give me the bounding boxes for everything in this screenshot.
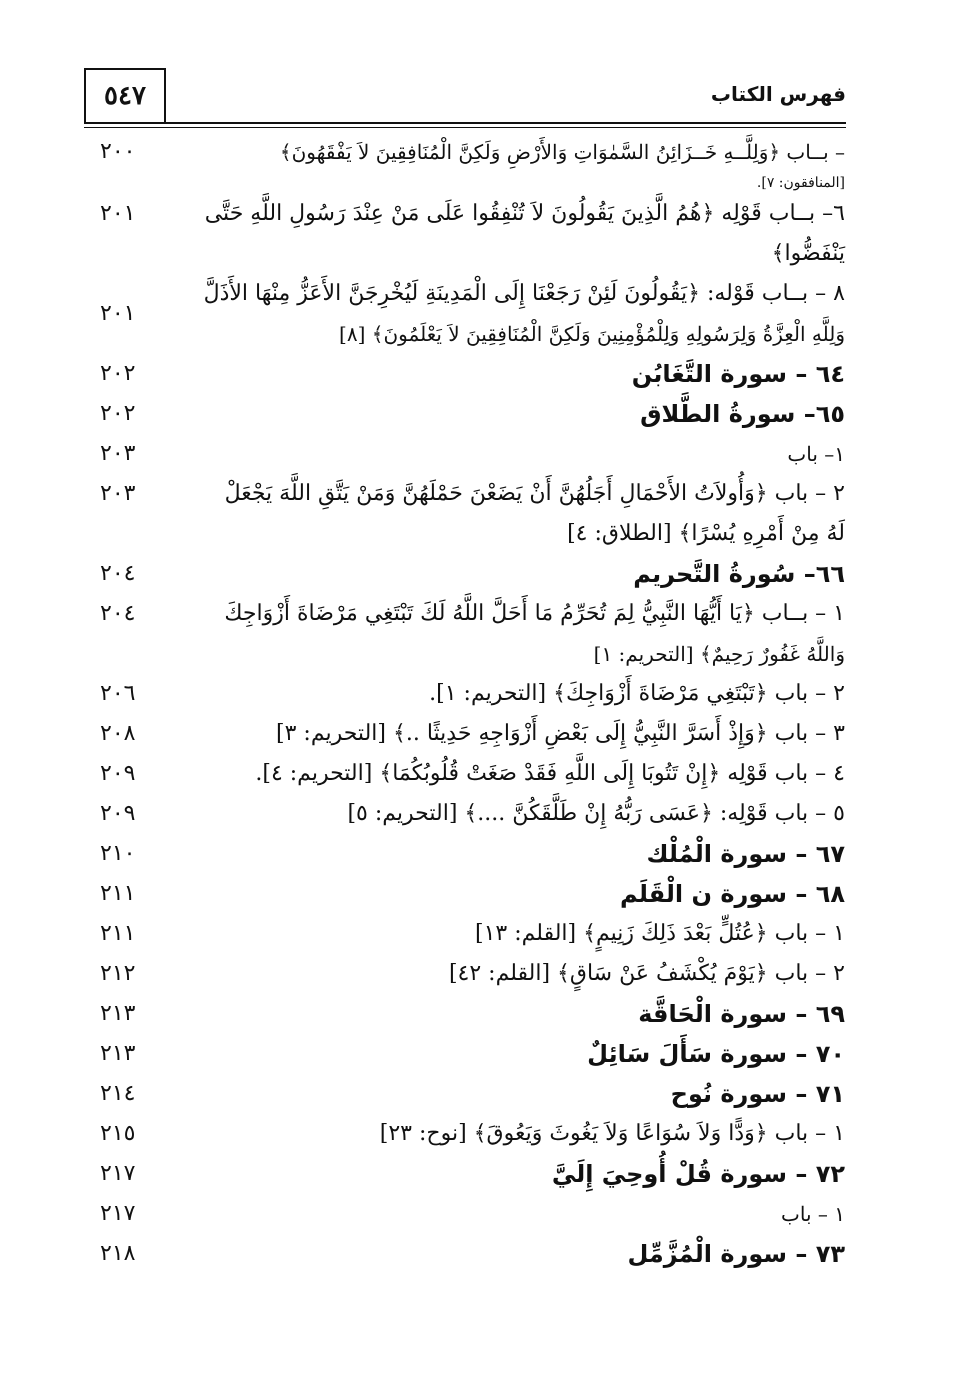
entry-title: ٣ – باب ﴿وَإِذْ أَسَرَّ النَّبِيُّ إِلَى بَعْضِ أَزْوَاجِهِ حَدِيثًا ..﴾ [التحريم: ٣] — [276, 721, 845, 746]
entry-page: ٢٠١ — [100, 201, 136, 226]
toc-entry-surah — [100, 834, 845, 874]
entry-page: ٢١٣ — [100, 1001, 136, 1026]
entry-page: ٢٠١ — [100, 301, 136, 326]
toc-entry — [100, 674, 845, 714]
entry-title: ٦– بــاب قَوْلِه ﴿هُمُ الَّذِينَ يَقُولُونَ لاَ تُنْفِقُوا عَلَى مَنْ عِنْدَ رَسُولِ اللَّهِ حَتَّى — [204, 201, 845, 226]
entry-title: ٦٥– سورةُ الطَّلاق — [640, 400, 845, 428]
entry-page: ٢١٤ — [100, 1081, 136, 1106]
entry-citation: [المنافقون: ٧]. — [756, 175, 845, 191]
toc-entry — [100, 794, 845, 834]
entry-page: ٢١٠ — [100, 841, 136, 866]
toc-entry — [100, 132, 845, 194]
toc-entry — [100, 594, 845, 674]
entry-title: ٢ – باب ﴿وَأُولاَتُ الأَحْمَالِ أَجَلُهُنَّ أَنْ يَضَعْنَ حَمْلَهُنَّ وَمَنْ يَتَّقِ اللَّهَ يَجْعَلْ — [224, 481, 845, 506]
entry-page: ٢١١ — [100, 921, 136, 946]
entry-page: ٢٠٠ — [100, 139, 136, 164]
entry-title: ٧٣ – سورة الْمُزَّمِّل — [627, 1240, 845, 1268]
entry-title: ٨ – بــاب قَوْله: ﴿يَقُولُونَ لَئِنْ رَجَعْنَا إِلَى الْمَدِينَةِ لَيُخْرِجَنَّ الأَعَزُّ مِنْهَا الأَذَلَّ — [203, 281, 845, 306]
entry-page: ٢٠٢ — [100, 361, 136, 386]
entry-title: ١ – باب — [781, 1202, 845, 1226]
entry-page: ٢١٣ — [100, 1041, 136, 1066]
toc-entry-surah — [100, 1074, 845, 1114]
toc-entry-surah — [100, 554, 845, 594]
entry-page: ٢١١ — [100, 881, 136, 906]
table-of-contents — [100, 132, 845, 1274]
page-header — [84, 68, 846, 124]
entry-page: ٢٠٤ — [100, 601, 136, 626]
entry-title: ٧٠ – سورة سَأَلَ سَائِلٌ — [587, 1040, 845, 1068]
entry-title: ٤ – باب قَوْلِه ﴿إِنْ تَتُوبَا إِلَى اللَّهِ فَقَدْ صَغَتْ قُلُوبُكُمَا﴾ [التحريم: ٤]. — [255, 761, 845, 786]
entry-title: ٦٨ – سورة ن الْقَلَم — [620, 880, 845, 908]
entry-title-continued: وَلِلَّهِ الْعِزَّةُ وَلِرَسُولِهِ وَلِلْمُؤْمِنِينَ وَلَكِنَّ الْمُنَافِقِينَ لاَ يَعْلَمُونَ﴾ [٨] — [339, 322, 845, 346]
entry-title: ١– باب — [787, 442, 845, 466]
toc-entry-surah — [100, 354, 845, 394]
entry-page: ٢٠٦ — [100, 681, 136, 706]
entry-title-continued: لَهُ مِنْ أَمْرِهِ يُسْرًا﴾ [الطلاق: ٤] — [567, 521, 845, 546]
entry-page: ٢٠٣ — [100, 441, 136, 466]
entry-title: ٢ – باب ﴿تَبْتَغِي مَرْضَاةَ أَزْوَاجِكَ﴾ [التحريم: ١]. — [429, 681, 845, 706]
toc-entry — [100, 1114, 845, 1154]
toc-entry — [100, 714, 845, 754]
entry-title-continued: وَاللَّهُ غَفُورٌ رَحِيمٌ﴾ [التحريم: ١] — [593, 642, 845, 666]
entry-title: ٢ – باب ﴿يَوْمَ يُكْشَفُ عَنْ سَاقٍ﴾ [القلم: ٤٢] — [448, 961, 845, 986]
running-title: فهرس الكتاب — [710, 82, 846, 106]
entry-title: ٥ – باب قَوْلِه: ﴿عَسَى رَبُّهُ إِنْ طَلَّقَكُنَّ ....﴾ [التحريم: ٥] — [347, 801, 845, 826]
entry-page: ٢٠٣ — [100, 481, 136, 506]
entry-title: ٧٢ – سورة قُلْ أُوحِيَ إِلَيَّ — [551, 1160, 845, 1188]
toc-entry — [100, 754, 845, 794]
toc-entry-surah — [100, 994, 845, 1034]
toc-entry — [100, 954, 845, 994]
entry-page: ٢١٧ — [100, 1201, 136, 1226]
entry-page: ٢٠٩ — [100, 761, 136, 786]
toc-entry-surah — [100, 1154, 845, 1194]
toc-entry-surah — [100, 394, 845, 434]
toc-entry — [100, 474, 845, 554]
header-rule — [84, 122, 846, 124]
entry-page: ٢٠٩ — [100, 801, 136, 826]
toc-entry-surah — [100, 1034, 845, 1074]
entry-page: ٢٠٤ — [100, 561, 136, 586]
entry-page: ٢١٨ — [100, 1241, 136, 1266]
entry-title: ٦٩ – سورة الْحَاقَّة — [638, 1000, 845, 1028]
entry-title: ٦٧ – سورة الْمُلْك — [646, 840, 845, 868]
toc-entry — [100, 274, 845, 354]
toc-entry — [100, 434, 845, 474]
entry-page: ٢٠٨ — [100, 721, 136, 746]
entry-title: ٦٤ – سورة التَّغَابُن — [631, 360, 845, 388]
entry-title-continued: يَنْفَضُّوا﴾ — [771, 241, 845, 266]
entry-title: ٧١ – سورة نُوح — [670, 1080, 845, 1108]
entry-title: ٦٦– سُورةُ التَّحريم — [633, 560, 845, 588]
entry-page: ٢٠٢ — [100, 401, 136, 426]
toc-entry-surah — [100, 1234, 845, 1274]
toc-entry — [100, 1194, 845, 1234]
entry-page: ٢١٥ — [100, 1121, 136, 1146]
page-number: ٥٤٧ — [84, 68, 166, 122]
toc-entry — [100, 194, 845, 274]
entry-page: ٢١٢ — [100, 961, 136, 986]
entry-title: ١ – باب ﴿وَدًّا وَلاَ سُوَاعًا وَلاَ يَغُوثَ وَيَعُوقَ﴾ [نوح: ٢٣] — [379, 1121, 845, 1146]
entry-title: – بــاب ﴿وَلِلَّــهِ خَــزَائِنُ السَّمٰوَاتِ وَالأَرْضِ وَلَكِنَّ الْمُنَافِقِينَ لاَ يَفْقَهُونَ﴾ — [279, 140, 845, 164]
toc-entry — [100, 914, 845, 954]
entry-page: ٢١٧ — [100, 1161, 136, 1186]
header-rule-thin — [84, 127, 846, 128]
entry-title: ١ – باب ﴿عُتُلٍّ بَعْدَ ذَلِكَ زَنِيمٍ﴾ [القلم: ١٣] — [475, 921, 845, 946]
entry-title: ١ – بــاب ﴿يَا أَيُّهَا النَّبِيُّ لِمَ تُحَرِّمُ مَا أَحَلَّ اللَّهُ لَكَ تَبْتَغِي مَرْضَاةَ أَزْوَاجِكَ — [224, 601, 845, 626]
toc-entry-surah — [100, 874, 845, 914]
